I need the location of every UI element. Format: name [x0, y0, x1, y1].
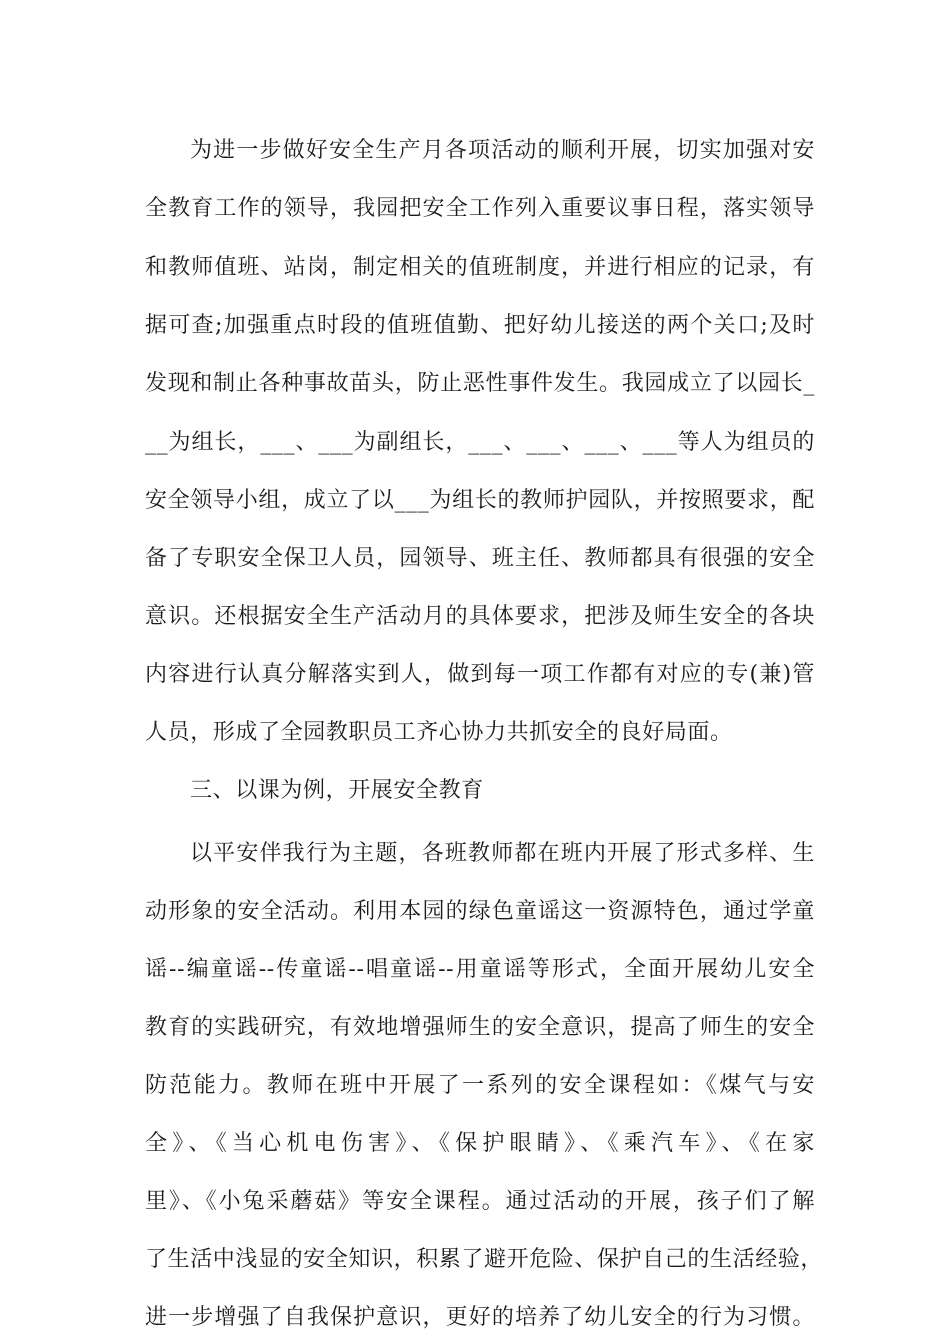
paragraph-1-line-8: 备了专职安全保卫人员，园领导、班主任、教师都具有很强的安全 — [145, 546, 815, 571]
paragraph-1-line-3: 和教师值班、站岗，制定相关的值班制度，并进行相应的记录，有 — [145, 255, 815, 280]
paragraph-2-line-6: 全》、《当心机电伤害》、《保护眼睛》、《乘汽车》、《在家 — [145, 1131, 815, 1156]
paragraph-2-line-3: 谣--编童谣--传童谣--唱童谣--用童谣等形式，全面开展幼儿安全 — [145, 957, 815, 982]
paragraph-2-line-7: 里》、《小兔采蘑菇》等安全课程。通过活动的开展，孩子们了解 — [145, 1189, 815, 1214]
paragraph-2-line-5: 防范能力。教师在班中开展了一系列的安全课程如：《煤气与安 — [145, 1073, 815, 1098]
paragraph-2-line-4: 教育的实践研究，有效地增强师生的安全意识，提高了师生的安全 — [145, 1015, 815, 1040]
paragraph-1-line-2: 全教育工作的领导，我园把安全工作列入重要议事日程，落实领导 — [145, 196, 815, 221]
paragraph-1-line-10: 内容进行认真分解落实到人，做到每一项工作都有对应的专(兼)管 — [145, 662, 815, 687]
paragraph-1-line-6: __为组长，___、___为副组长，___、___、___、___等人为组员的 — [145, 430, 815, 455]
paragraph-1-line-5: 发现和制止各种事故苗头，防止恶性事件发生。我园成立了以园长_ — [145, 371, 815, 396]
section-heading: 三、以课为例，开展安全教育 — [190, 778, 484, 803]
paragraph-1-line-9: 意识。还根据安全生产活动月的具体要求，把涉及师生安全的各块 — [145, 604, 815, 629]
paragraph-2-line-9: 进一步增强了自我保护意识，更好的培养了幼儿安全的行为习惯。 — [145, 1305, 815, 1330]
paragraph-1-line-4: 据可查;加强重点时段的值班值勤、把好幼儿接送的两个关口;及时 — [145, 313, 815, 338]
paragraph-2-line-2: 动形象的安全活动。利用本园的绿色童谣这一资源特色，通过学童 — [145, 899, 815, 924]
paragraph-2-line-8: 了生活中浅显的安全知识，积累了避开危险、保护自己的生活经验， — [145, 1247, 824, 1272]
paragraph-2-line-1: 以平安伴我行为主题，各班教师都在班内开展了形式多样、生 — [190, 841, 815, 866]
paragraph-1-line-11: 人员，形成了全园教职员工齐心协力共抓安全的良好局面。 — [145, 720, 733, 745]
paragraph-1-line-7: 安全领导小组，成立了以___为组长的教师护园队，并按照要求，配 — [145, 488, 815, 513]
paragraph-1-line-1: 为进一步做好安全生产月各项活动的顺利开展，切实加强对安 — [190, 138, 815, 163]
